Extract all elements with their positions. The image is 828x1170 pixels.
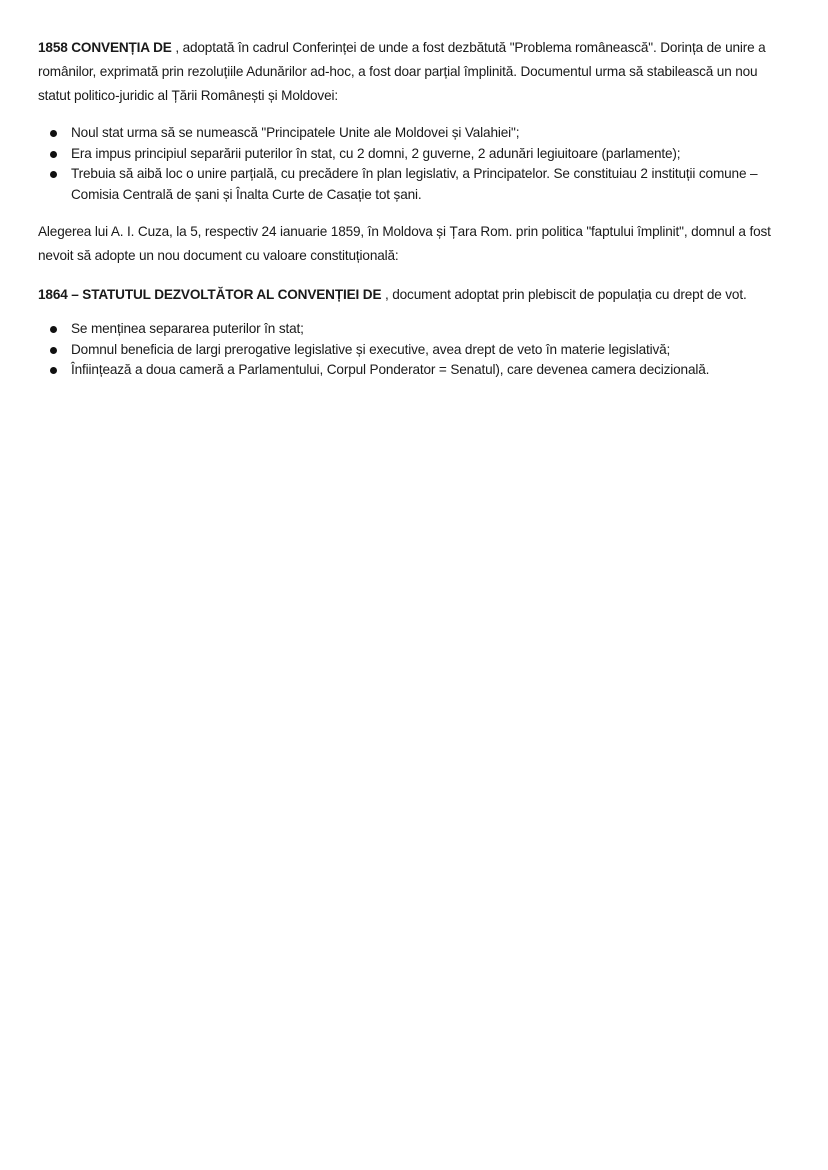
bullet-icon	[50, 326, 57, 333]
bullet-list-statutul	[38, 319, 790, 381]
document-page	[38, 36, 790, 381]
list-item	[38, 123, 790, 144]
list-item	[38, 144, 790, 165]
list-item	[38, 340, 790, 361]
heading-statutul-1864: 1864 – STATUTUL DEZVOLTĂTOR AL CONVENȚIEI DE	[38, 287, 382, 302]
list-item-text: Trebuia să aibă loc o unire parțială, cu precădere în plan legislativ, a Principatelor. Se constituiau 2 instituții comune – Comisia Centrală de șani și Înalta Curte de Casație tot șani.	[71, 166, 758, 202]
bullet-icon	[50, 171, 57, 178]
list-item-text: Noul stat urma să se numească "Principatele Unite ale Moldovei și Valahiei";	[71, 125, 520, 140]
bullet-icon	[50, 151, 57, 158]
bullet-icon	[50, 367, 57, 374]
paragraph-statutul-1864	[38, 283, 790, 307]
list-item	[38, 164, 790, 205]
list-item	[38, 360, 790, 381]
list-item	[38, 319, 790, 340]
heading-conventia-1858: 1858 CONVENȚIA DE	[38, 40, 172, 55]
list-item-text: Înființează a doua cameră a Parlamentului, Corpul Ponderator = Senatul), care devenea camera decizională.	[71, 362, 710, 377]
list-item-text: Se menținea separarea puterilor în stat;	[71, 321, 304, 336]
list-item-text: Domnul beneficia de largi prerogative legislative și executive, avea drept de veto în materie legislativă;	[71, 341, 671, 357]
bullet-icon	[50, 347, 57, 354]
bullet-list-conventia	[38, 123, 790, 205]
paragraph-text: , document adoptat prin plebiscit de populația cu drept de vot.	[381, 287, 747, 302]
bullet-icon	[50, 130, 57, 137]
paragraph-alegerea-cuza: Alegerea lui A. I. Cuza, la 5, respectiv 24 ianuarie 1859, în Moldova și Țara Rom. prin politica "faptului împlinit", domnul a fost nevoit să adopte un nou document cu valoare constituțională:	[38, 224, 771, 263]
paragraph-conventia-1858	[38, 36, 790, 108]
paragraph-text: , adoptată în cadrul Conferinței de unde a fost dezbătută "Problema românească". Dorința de unire a românilor, exprimată prin rezoluțiile Adunărilor ad-hoc, a fost doar parțial împlinită. Documentul urma să stabilească un nou statut politico-juridic al Țării Românești și Moldovei:	[38, 40, 766, 103]
list-item-text: Era impus principiul separării puterilor în stat, cu 2 domni, 2 guverne, 2 adunări legiuitoare (parlamente);	[71, 145, 681, 161]
